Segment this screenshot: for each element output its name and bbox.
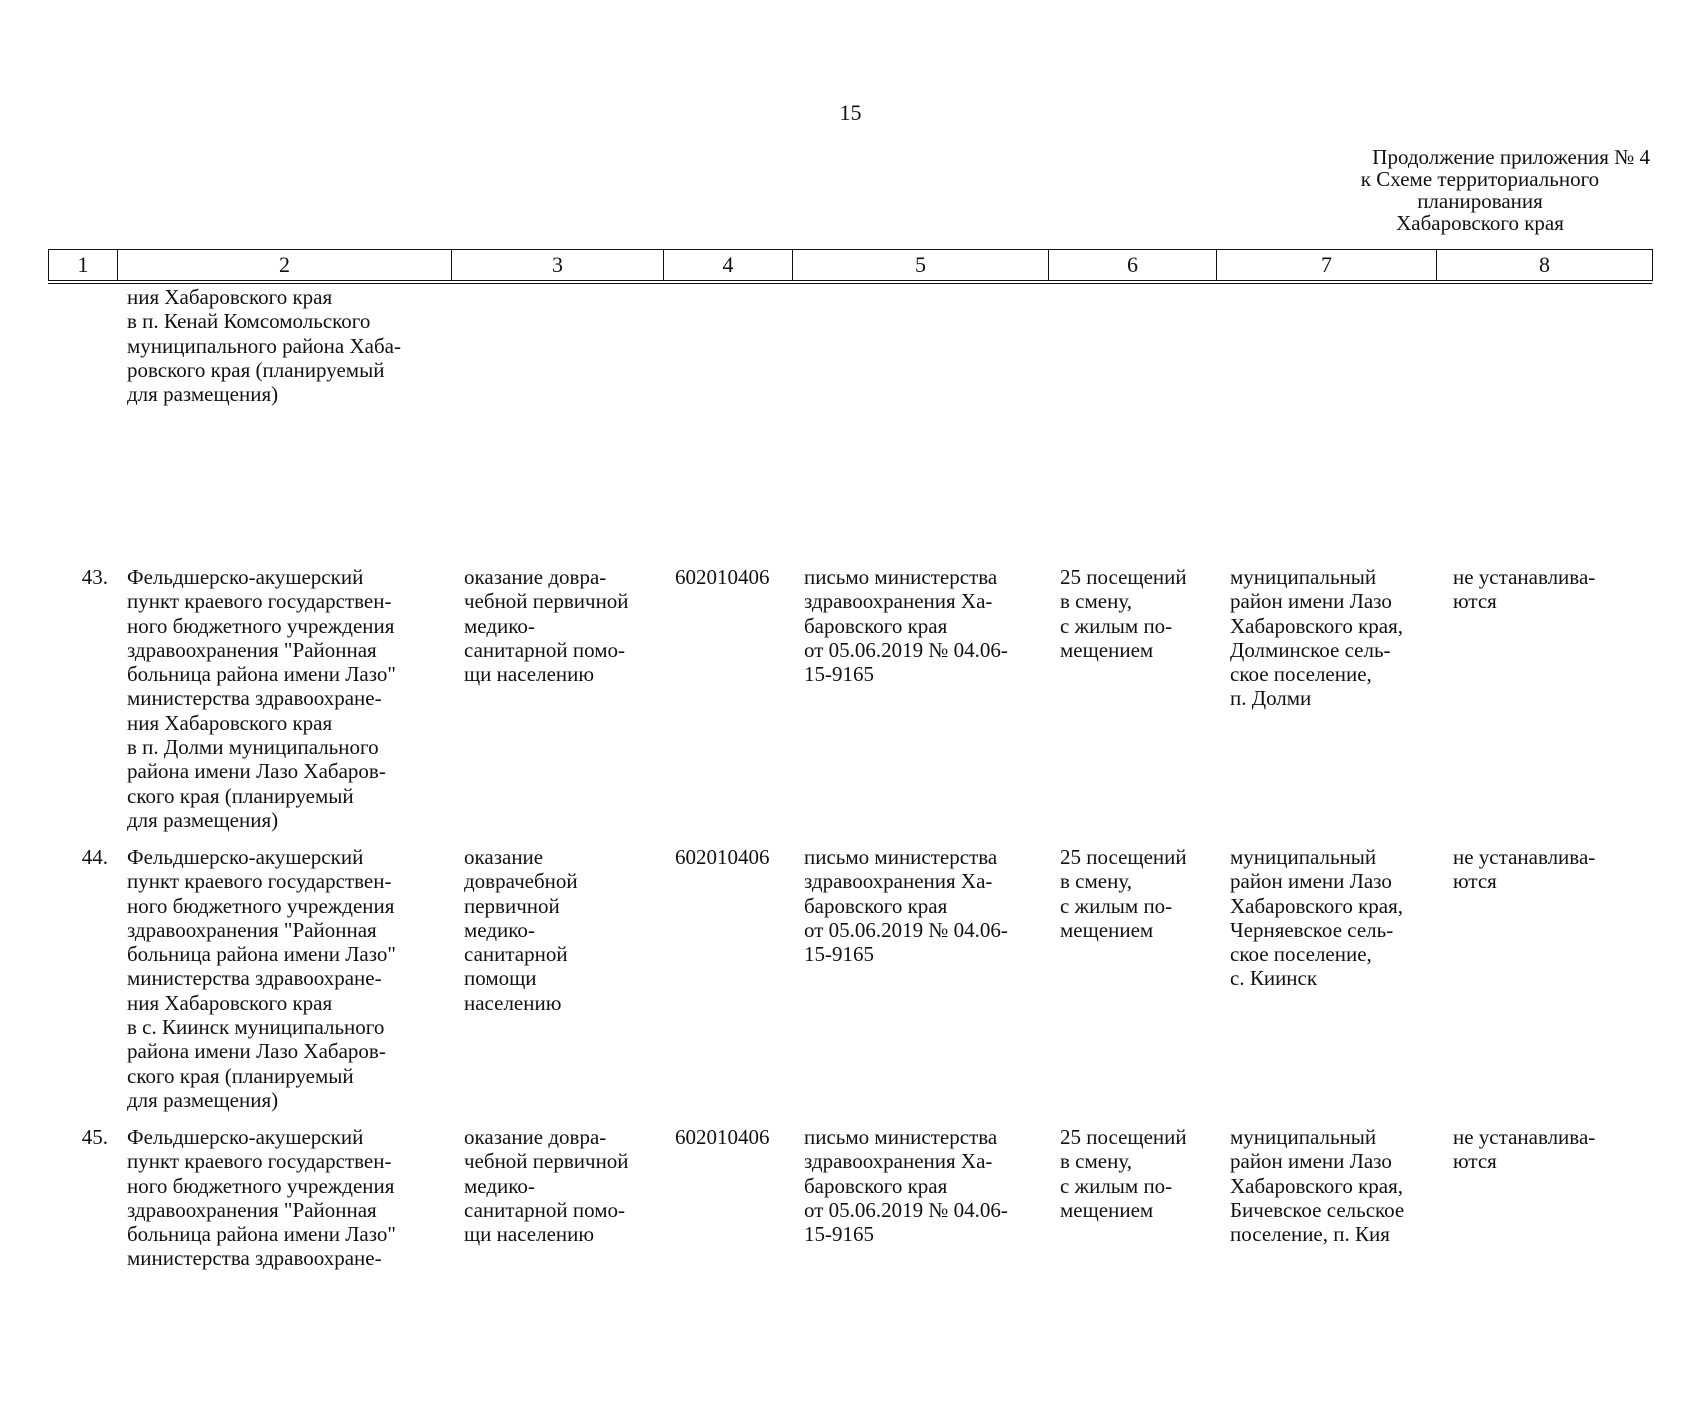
appendix-header-line: Продолжение приложения № 4 <box>1372 145 1650 169</box>
column-header-3: 3 <box>452 250 664 281</box>
appendix-header-line: Хабаровского края <box>1396 211 1564 235</box>
table-row <box>48 565 1652 845</box>
appendix-header <box>1300 146 1660 234</box>
column-header-1: 1 <box>49 250 118 281</box>
column-number-header <box>48 249 1653 281</box>
object-capacity: 25 посещений в смену, с жилым по- мещением <box>1060 1125 1187 1222</box>
object-code: 602010406 <box>675 845 770 869</box>
object-code: 602010406 <box>675 1125 770 1149</box>
row-number: 45. <box>81 1125 108 1149</box>
object-zones: не устанавлива- ются <box>1453 565 1596 614</box>
continuation-text: ния Хабаровского края в п. Кенай Комсомольского муниципального района Хаба- ровского края (планируемый для размещения) <box>127 285 401 407</box>
object-purpose: оказание довра- чебной первичной медико- санитарной помо- щи населению <box>464 565 629 687</box>
object-location: муниципальный район имени Лазо Хабаровского края, Черняевское сель- ское поселение, с. Киинск <box>1230 845 1404 991</box>
object-basis: письмо министерства здравоохранения Ха- баровского края от 05.06.2019 № 04.06- 15-9165 <box>804 565 1008 687</box>
object-basis: письмо министерства здравоохранения Ха- баровского края от 05.06.2019 № 04.06- 15-9165 <box>804 1125 1008 1247</box>
object-purpose: оказание доврачебной первичной медико- санитарной помощи населению <box>464 845 578 1015</box>
continuation-row <box>48 285 1652 565</box>
row-number: 44. <box>81 845 108 869</box>
table-row <box>48 1125 1652 1405</box>
object-basis: письмо министерства здравоохранения Ха- баровского края от 05.06.2019 № 04.06- 15-9165 <box>804 845 1008 967</box>
appendix-header-line: к Схеме территориального <box>1360 167 1600 191</box>
row-number: 43. <box>81 565 108 589</box>
column-header-8: 8 <box>1437 250 1653 281</box>
object-location: муниципальный район имени Лазо Хабаровского края, Бичевское сельское поселение, п. Кия <box>1230 1125 1405 1247</box>
object-capacity: 25 посещений в смену, с жилым по- мещением <box>1060 565 1187 662</box>
object-zones: не устанавлива- ются <box>1453 845 1596 894</box>
appendix-header-line: планирования <box>1417 189 1543 213</box>
column-header-5: 5 <box>793 250 1049 281</box>
object-location: муниципальный район имени Лазо Хабаровского края, Долминское сель- ское поселение, п. Долми <box>1230 565 1404 711</box>
object-name: Фельдшерско-акушерский пункт краевого государствен- ного бюджетного учреждения здравоохранения "Районная больница района имени Лазо" министерства здравоохране- ния Хабаровского края в с. Киинск муниципального района имени Лазо Хабаров- ского края (планируемый для размещения) <box>127 845 397 1112</box>
table-row <box>48 845 1652 1125</box>
object-code: 602010406 <box>675 565 770 589</box>
object-name: Фельдшерско-акушерский пункт краевого государствен- ного бюджетного учреждения здравоохранения "Районная больница района имени Лазо" министерства здравоохране- <box>127 1125 397 1271</box>
column-header-4: 4 <box>664 250 793 281</box>
table-body <box>48 285 1652 1405</box>
header-divider <box>48 283 1652 284</box>
object-purpose: оказание довра- чебной первичной медико- санитарной помо- щи населению <box>464 1125 629 1247</box>
object-name: Фельдшерско-акушерский пункт краевого государствен- ного бюджетного учреждения здравоохранения "Районная больница района имени Лазо" министерства здравоохране- ния Хабаровского края в п. Долми муниципального района имени Лазо Хабаров- ского края (планируемый для размещения) <box>127 565 397 832</box>
column-header-2: 2 <box>118 250 452 281</box>
column-header-6: 6 <box>1049 250 1217 281</box>
object-zones: не устанавлива- ются <box>1453 1125 1596 1174</box>
object-capacity: 25 посещений в смену, с жилым по- мещением <box>1060 845 1187 942</box>
header-row <box>49 250 1653 281</box>
column-header-7: 7 <box>1217 250 1437 281</box>
page-number: 15 <box>839 100 862 125</box>
